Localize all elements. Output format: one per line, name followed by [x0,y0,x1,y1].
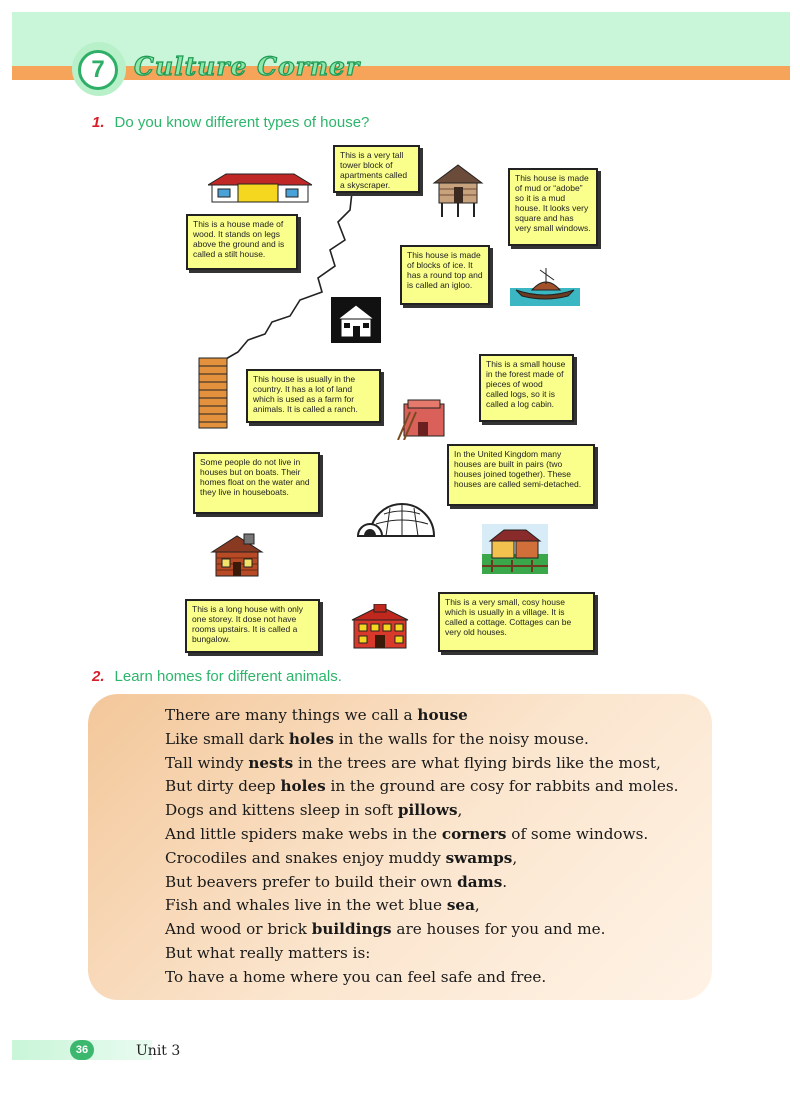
skyscraper-icon [196,356,230,430]
poem-line: Tall windy nests in the trees are what flying birds like the most, [165,753,661,772]
section-title: Culture Corner [134,52,361,81]
note-houseboat: Some people do not live in houses but on boats. Their homes float on the water and they live in houseboats. [193,452,320,514]
note-log-cabin: This is a small house in the forest made of pieces of wood called logs, so it is called a log cabin. [479,354,574,422]
section-number: 7 [78,50,118,90]
poem-line: But what really matters is: [165,943,371,962]
poem-line: But dirty deep holes in the ground are cosy for rabbits and moles. [165,777,679,796]
houseboat-icon [510,266,580,306]
question-1-text: Do you know different types of house? [114,114,370,131]
note-semi-detached: In the United Kingdom many houses are built in pairs (two houses joined together). These houses are called semi-detached. [447,444,595,506]
poem-line: Dogs and kittens sleep in soft pillows, [165,801,463,820]
igloo-icon [356,494,436,538]
poem-line: Fish and whales live in the wet blue sea, [165,896,480,915]
poem-line: And little spiders make webs in the corners of some windows. [165,824,649,843]
poem-line: Like small dark holes in the walls for the noisy mouse. [165,729,589,748]
page-number: 36 [70,1040,94,1060]
question-1-number: 1. [92,114,105,131]
stilt-house-icon [430,163,486,219]
note-ranch: This house is usually in the country. It has a lot of land which is used as a farm for animals. It is called a ranch. [246,369,381,423]
poem-line: And wood or brick buildings are houses for you and me. [165,920,606,939]
question-2-number: 2. [92,668,105,685]
log-cabin-icon [208,532,266,578]
bungalow-icon [350,604,410,650]
note-igloo: This house is made of blocks of ice. It has a round top and is called an igloo. [400,245,490,305]
note-skyscraper: This is a very tall tower block of apartments called a skyscraper. [333,145,420,193]
poem-text [165,704,678,990]
note-adobe: This house is made of mud or “adobe” so it is a mud house. It looks very square and has very small windows. [508,168,598,246]
ranch-house-icon [208,170,312,204]
unit-label: Unit 3 [136,1043,181,1059]
poem-line: But beavers prefer to build their own dams. [165,872,508,891]
note-bungalow: This is a long house with only one storey. It dose not have rooms upstairs. It is called a bungalow. [185,599,320,653]
adobe-house-icon [394,398,454,440]
semi-detached-icon [482,524,548,574]
question-2 [92,668,342,685]
note-stilt-house: This is a house made of wood. It stands on legs above the ground and is called a stilt house. [186,214,298,270]
cottage-icon [331,297,381,343]
poem-line: To have a home where you can feel safe and free. [165,967,547,986]
question-2-text: Learn homes for different animals. [114,668,342,685]
note-cottage: This is a very small, cosy house which is usually in a village. It is called a cottage. Cottages can be very old houses. [438,592,595,652]
poem-line: There are many things we call a house [165,706,468,724]
poem-line: Crocodiles and snakes enjoy muddy swamps, [165,848,518,867]
